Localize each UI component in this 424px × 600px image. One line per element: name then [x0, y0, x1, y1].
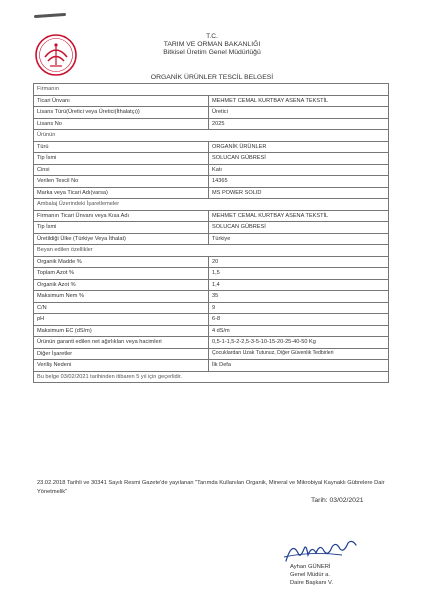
field-label: Veriliş Nedeni — [34, 360, 209, 372]
field-label: pH — [34, 314, 209, 326]
section-row — [34, 130, 389, 142]
field-value: 35 — [209, 291, 389, 303]
table-row — [34, 268, 389, 280]
section-row — [34, 84, 389, 96]
table-row — [34, 107, 389, 119]
table-row — [34, 291, 389, 303]
field-value: 20 — [209, 256, 389, 268]
field-value: İlk Defa — [209, 360, 389, 372]
field-value: 4 dS/m — [209, 325, 389, 337]
table-row — [34, 348, 389, 360]
field-value: Üretici — [209, 107, 389, 119]
issue-date: Tarih: 03/02/2021 — [311, 497, 364, 504]
table-row — [34, 164, 389, 176]
table-row — [34, 95, 389, 107]
field-value: Türkiye — [209, 233, 389, 245]
section-label: Ambalaj Üzerindeki İşaretlemeler — [34, 199, 389, 211]
table-row — [34, 210, 389, 222]
field-value: 6-8 — [209, 314, 389, 326]
table-row — [34, 279, 389, 291]
table-row — [34, 325, 389, 337]
regulation-note: 23.02.2018 Tarihli ve 30341 Sayılı Resmi Gazete'de yayılanan "Tarımda Kullanılan Organik, Mineral ve Mikrobiyal Kaynaklı Gübrelere Dair Yönetmelik" — [37, 480, 385, 495]
table-row — [34, 256, 389, 268]
field-value: Çocuklardan Uzak Tutunuz, Diğer Güvenlik Tedbirleri — [209, 348, 389, 360]
table-row — [34, 141, 389, 153]
section-row — [34, 245, 389, 257]
field-value: 2025 — [209, 118, 389, 130]
section-label: Firmanın — [34, 84, 389, 96]
section-label: Bu belge 03/02/2021 tarihinden itibaren 5 yıl için geçerlidir. — [34, 371, 389, 383]
field-label: Tip İsmi — [34, 153, 209, 165]
field-label: Organik Azot % — [34, 279, 209, 291]
header-directorate: Bitkisel Üretim Genel Müdürlüğü — [163, 49, 261, 56]
field-label: C/N — [34, 302, 209, 314]
signer-name: Ayhan GÜNERİ — [290, 564, 331, 570]
field-value: Katı — [209, 164, 389, 176]
field-label: Maksimum EC (dS/m) — [34, 325, 209, 337]
field-label: Lisans No — [34, 118, 209, 130]
field-label: Ürünün garanti edilen net ağırlıkları veya hacimleri — [34, 337, 209, 349]
field-value: MEHMET CEMAL KURTBAY ASENA TEKSTİL — [209, 95, 389, 107]
signer-title: Genel Müdür a. — [290, 572, 330, 578]
scan-mark — [34, 13, 66, 18]
field-label: Tip İsmi — [34, 222, 209, 234]
field-label: Üretildiği Ülke (Türkiye Veya İthalat) — [34, 233, 209, 245]
document-header — [0, 33, 424, 57]
field-label: Türü — [34, 141, 209, 153]
field-label: Toplam Azot % — [34, 268, 209, 280]
section-label: Ürünün — [34, 130, 389, 142]
field-value: ORGANİK ÜRÜNLER — [209, 141, 389, 153]
field-value: 1,4 — [209, 279, 389, 291]
field-label: Cinsi — [34, 164, 209, 176]
signer-block — [290, 563, 333, 587]
section-row — [34, 199, 389, 211]
document-title: ORGANİK ÜRÜNLER TESCİL BELGESİ — [150, 74, 274, 81]
section-row — [34, 371, 389, 383]
field-label: Organik Madde % — [34, 256, 209, 268]
field-label: Verilen Tescil No — [34, 176, 209, 188]
field-label: Firmanın Ticari Ünvanı veya Kısa Adı — [34, 210, 209, 222]
table-row — [34, 314, 389, 326]
field-value: 0,5-1-1,5-2-2,5-3-5-10-15-20-25-40-50 Kg — [209, 337, 389, 349]
field-value: MS POWER SOLID — [209, 187, 389, 199]
field-value: 1,5 — [209, 268, 389, 280]
table-row — [34, 302, 389, 314]
field-label: Marka veya Ticari Adı(varsa) — [34, 187, 209, 199]
header-tc: T.C. — [206, 33, 218, 40]
table-row — [34, 153, 389, 165]
field-value: SOLUCAN GÜBRESİ — [209, 153, 389, 165]
field-value: MEHMET CEMAL KURTBAY ASENA TEKSTİL — [209, 210, 389, 222]
registration-table — [33, 83, 389, 383]
field-label: Ticari Ünvanı — [34, 95, 209, 107]
header-ministry: TARIM VE ORMAN BAKANLIĞI — [163, 41, 261, 48]
field-label: Lisans Türü(Üretici veya Üretici(İthalatçı)) — [34, 107, 209, 119]
field-label: Diğer İşaretler — [34, 348, 209, 360]
field-label: Maksimum Nem % — [34, 291, 209, 303]
table-row — [34, 176, 389, 188]
field-value: 9 — [209, 302, 389, 314]
table-row — [34, 360, 389, 372]
table-row — [34, 337, 389, 349]
field-value: SOLUCAN GÜBRESİ — [209, 222, 389, 234]
section-label: Beyan edilen özellikler — [34, 245, 389, 257]
table-row — [34, 187, 389, 199]
field-value: 14365 — [209, 176, 389, 188]
table-row — [34, 233, 389, 245]
signer-department: Daire Başkanı V. — [290, 580, 333, 586]
table-row — [34, 222, 389, 234]
table-row — [34, 118, 389, 130]
